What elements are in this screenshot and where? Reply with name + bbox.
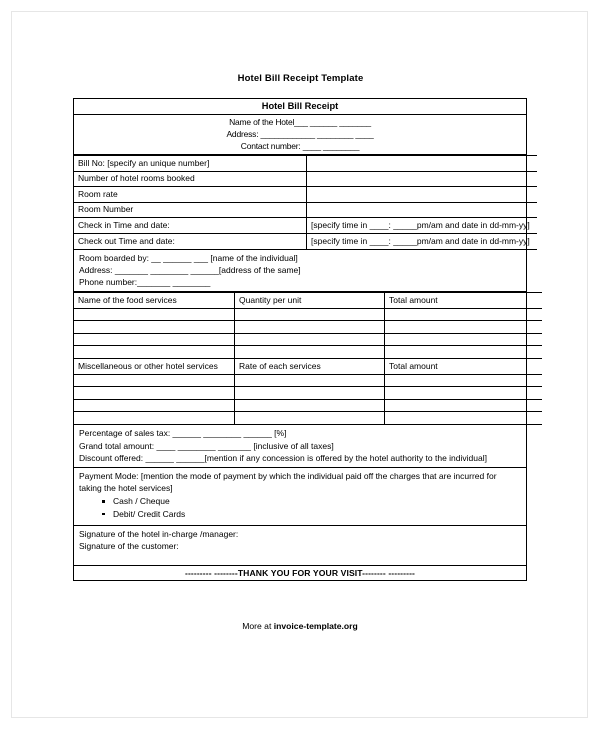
customer-signature-label: Signature of the customer: — [79, 541, 179, 552]
payment-mode-instruction: Payment Mode: [mention the mode of payment by which the individual paid off the charges that are incurred for taking the hotel services] — [79, 470, 497, 493]
row-value[interactable] — [307, 202, 538, 218]
food-services-header-total: Total amount — [385, 293, 543, 309]
food-services-header-name: Name of the food services — [74, 293, 235, 309]
page-title: Hotel Bill Receipt Template — [237, 73, 364, 84]
table-row — [74, 333, 542, 346]
table-row — [74, 218, 537, 234]
food-services-table — [74, 292, 542, 425]
table-row — [74, 202, 537, 218]
table-header-row — [74, 359, 542, 375]
misc-cell-name[interactable] — [74, 399, 235, 412]
hotel-bill-receipt-table — [73, 98, 530, 581]
food-cell-name[interactable] — [74, 308, 235, 321]
source-footer — [73, 621, 527, 631]
food-cell-quantity[interactable] — [235, 308, 385, 321]
table-row — [74, 346, 542, 359]
row-value[interactable]: [specify time in ____: _____pm/am and date in dd-mm-yy] — [307, 218, 538, 234]
misc-cell-rate[interactable] — [235, 399, 385, 412]
row-label: Room rate — [74, 187, 307, 203]
row-value[interactable]: [specify time in ____: _____pm/am and date in dd-mm-yy] — [307, 234, 538, 250]
table-row — [74, 412, 542, 425]
footer-link[interactable]: invoice-template.org — [273, 621, 358, 631]
table-row — [74, 399, 542, 412]
misc-cell-total[interactable] — [385, 387, 543, 400]
food-cell-total[interactable] — [385, 308, 543, 321]
table-row — [74, 321, 542, 334]
row-label: Check in Time and date: — [74, 218, 307, 234]
room-boarded-by-label: Room boarded by: __ ______ ___ [name of the individual] — [79, 252, 298, 263]
row-label: Room Number — [74, 202, 307, 218]
row-value[interactable] — [307, 156, 538, 172]
row-label: Check out Time and date: — [74, 234, 307, 250]
misc-cell-rate[interactable] — [235, 387, 385, 400]
footer-prefix: More at — [242, 621, 274, 631]
sales-tax-label: Percentage of sales tax: ______ ________ ______ [%] — [79, 428, 287, 439]
table-row — [74, 171, 537, 187]
thank-you-banner: --------- --------THANK YOU FOR YOUR VISIT-------- --------- — [74, 566, 526, 582]
misc-services-header-total: Total amount — [385, 359, 543, 375]
food-services-header-quantity: Quantity per unit — [235, 293, 385, 309]
food-cell-total[interactable] — [385, 333, 543, 346]
table-row — [74, 187, 537, 203]
misc-cell-rate[interactable] — [235, 374, 385, 387]
boarder-phone-label: Phone number:_______ ________ — [79, 277, 211, 288]
list-item[interactable]: Cash / Cheque — [113, 495, 520, 508]
hotel-name-label: Name of the Hotel___ ______ _______ — [229, 116, 371, 127]
row-label: Number of hotel rooms booked — [74, 171, 307, 187]
hotel-identity-block — [74, 115, 526, 156]
table-row — [74, 374, 542, 387]
page-sheet — [11, 11, 588, 718]
food-cell-name[interactable] — [74, 321, 235, 334]
misc-cell-total[interactable] — [385, 399, 543, 412]
totals-block — [74, 425, 526, 467]
food-cell-quantity[interactable] — [235, 346, 385, 359]
signature-block — [74, 526, 526, 566]
table-header-row — [74, 293, 542, 309]
receipt-header: Hotel Bill Receipt — [74, 99, 526, 115]
manager-signature-label: Signature of the hotel in-charge /manager: — [79, 528, 239, 539]
table-row — [74, 234, 537, 250]
misc-cell-name[interactable] — [74, 412, 235, 425]
row-value[interactable] — [307, 171, 538, 187]
misc-cell-total[interactable] — [385, 412, 543, 425]
food-cell-name[interactable] — [74, 346, 235, 359]
misc-services-header-rate: Rate of each services — [235, 359, 385, 375]
discount-label: Discount offered: ______ ______[mention if any concession is offered by the hotel authority to the individual] — [79, 452, 487, 463]
food-cell-total[interactable] — [385, 321, 543, 334]
hotel-address-label: Address: ____________ ________ ____ — [226, 128, 374, 139]
misc-cell-total[interactable] — [385, 374, 543, 387]
grand-total-label: Grand total amount: ____ ________ _______ [inclusive of all taxes] — [79, 440, 334, 451]
booking-details-table — [74, 155, 537, 250]
boarder-details-block — [74, 250, 526, 292]
list-item[interactable]: Debit/ Credit Cards — [113, 508, 520, 521]
food-cell-total[interactable] — [385, 346, 543, 359]
table-row — [74, 308, 542, 321]
row-value[interactable] — [307, 187, 538, 203]
row-label: Bill No: [specify an unique number] — [74, 156, 307, 172]
food-cell-name[interactable] — [74, 333, 235, 346]
food-cell-quantity[interactable] — [235, 333, 385, 346]
hotel-contact-label: Contact number: ____ ________ — [240, 140, 360, 151]
misc-cell-name[interactable] — [74, 374, 235, 387]
misc-services-header-name: Miscellaneous or other hotel services — [74, 359, 235, 375]
table-row — [74, 156, 537, 172]
boarder-address-label: Address: _______ ________ ______[address of the same] — [79, 264, 301, 275]
food-cell-quantity[interactable] — [235, 321, 385, 334]
payment-mode-block — [74, 468, 526, 526]
payment-options-list — [79, 495, 520, 520]
misc-cell-name[interactable] — [74, 387, 235, 400]
table-row — [74, 387, 542, 400]
misc-cell-rate[interactable] — [235, 412, 385, 425]
